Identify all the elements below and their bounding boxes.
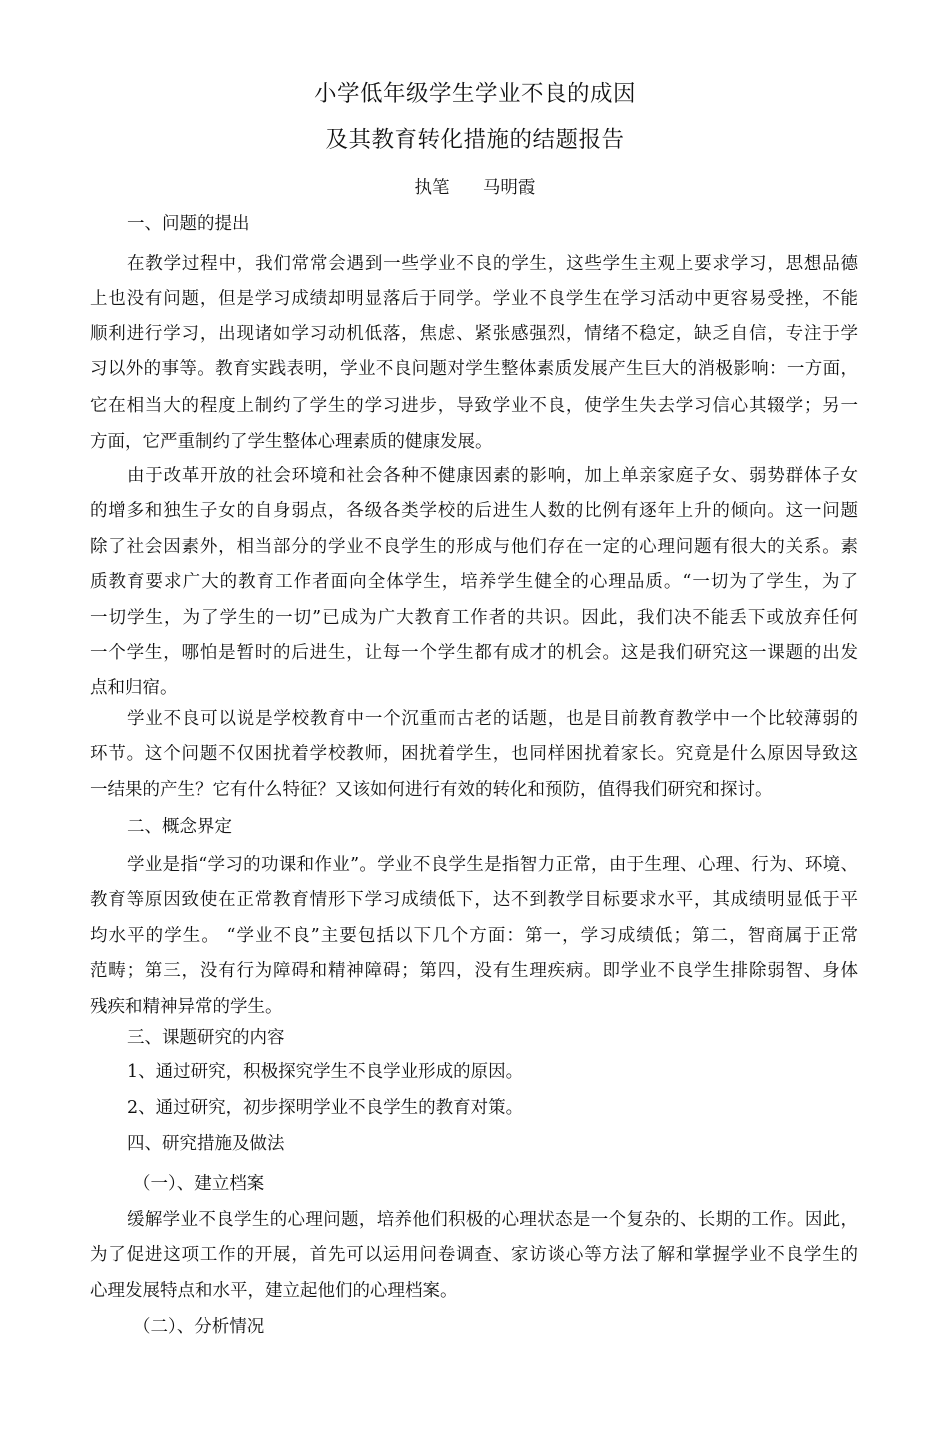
- paragraph-line: 一切学生，为了学生的一切”已成为广大教育工作者的共识。因此，我们决不能丢下或放弃任何: [90, 608, 858, 628]
- paragraph-line: 点和归宿。: [90, 678, 178, 698]
- paragraph-line: 习以外的事等。教育实践表明，学业不良问题对学生整体素质发展产生巨大的消极影响：一方面，: [90, 359, 858, 379]
- section-heading-4: 四、研究措施及做法: [127, 1134, 285, 1154]
- paragraph-line: 它在相当大的程度上制约了学生的学习进步，导致学业不良，使学生失去学习信心其辍学；另一: [90, 396, 858, 416]
- author-line: 执笔 马明霞: [414, 178, 536, 198]
- paragraph-line: 为了促进这项工作的开展，首先可以运用问卷调查、家访谈心等方法了解和掌握学业不良学生的: [90, 1245, 858, 1265]
- list-item: 2、通过研究，初步探明学业不良学生的教育对策。: [127, 1098, 524, 1118]
- section-heading-1: 一、问题的提出: [127, 214, 250, 234]
- subsection-heading-2: （二）、分析情况: [133, 1317, 265, 1337]
- paragraph-line: 心理发展特点和水平，建立起他们的心理档案。: [90, 1281, 458, 1301]
- document-title-line-2: 及其教育转化措施的结题报告: [325, 127, 625, 153]
- paragraph-line: 顺利进行学习，出现诸如学习动机低落，焦虑、紧张感强烈，情绪不稳定，缺乏自信，专注于学: [90, 324, 858, 344]
- paragraph-line: 的增多和独生子女的自身弱点，各级各类学校的后进生人数的比例有逐年上升的倾向。这一问题: [90, 501, 858, 521]
- paragraph-line: 教育等原因致使在正常教育情形下学习成绩低下，达不到教学目标要求水平，其成绩明显低于平: [90, 890, 858, 910]
- list-item: 1、通过研究，积极探究学生不良学业形成的原因。: [127, 1062, 524, 1082]
- document-title-line-1: 小学低年级学生学业不良的成因: [313, 81, 636, 107]
- paragraph-line: 质教育要求广大的教育工作者面向全体学生，培养学生健全的心理品质。“一切为了学生，为了: [90, 572, 858, 592]
- paragraph-line: 由于改革开放的社会环境和社会各种不健康因素的影响，加上单亲家庭子女、弱势群体子女: [127, 466, 858, 486]
- paragraph-line: 方面，它严重制约了学生整体心理素质的健康发展。: [90, 432, 493, 452]
- paragraph-line: 缓解学业不良学生的心理问题，培养他们积极的心理状态是一个复杂的、长期的工作。因此，: [127, 1210, 858, 1230]
- paragraph-line: 范畴；第三，没有行为障碍和精神障碍；第四，没有生理疾病。即学业不良学生排除弱智、身体: [90, 961, 858, 981]
- paragraph-line: 均水平的学生。 “学业不良”主要包括以下几个方面：第一，学习成绩低；第二，智商属于正常: [90, 926, 858, 946]
- paragraph-line: 一个学生，哪怕是暂时的后进生，让每一个学生都有成才的机会。这是我们研究这一课题的出发: [90, 643, 858, 663]
- section-heading-2: 二、概念界定: [127, 817, 232, 837]
- paragraph-line: 环节。这个问题不仅困扰着学校教师，困扰着学生，也同样困扰着家长。究竟是什么原因导致这: [90, 744, 858, 764]
- paragraph-line: 学业不良可以说是学校教育中一个沉重而古老的话题，也是目前教育教学中一个比较薄弱的: [127, 709, 858, 729]
- paragraph-line: 在教学过程中，我们常常会遇到一些学业不良的学生，这些学生主观上要求学习，思想品德: [127, 254, 858, 274]
- paragraph-line: 除了社会因素外，相当部分的学业不良学生的形成与他们存在一定的心理问题有很大的关系。素: [90, 537, 858, 557]
- paragraph-line: 残疾和精神异常的学生。: [90, 997, 283, 1017]
- subsection-heading-1: （一）、建立档案: [133, 1174, 265, 1194]
- section-heading-3: 三、课题研究的内容: [127, 1028, 285, 1048]
- paragraph-line: 学业是指“学习的功课和作业”。学业不良学生是指智力正常，由于生理、心理、行为、环境、: [127, 855, 858, 875]
- paragraph-line: 一结果的产生？它有什么特征？又该如何进行有效的转化和预防，值得我们研究和探讨。: [90, 780, 773, 800]
- paragraph-line: 上也没有问题，但是学习成绩却明显落后于同学。学业不良学生在学习活动中更容易受挫，不能: [90, 289, 858, 309]
